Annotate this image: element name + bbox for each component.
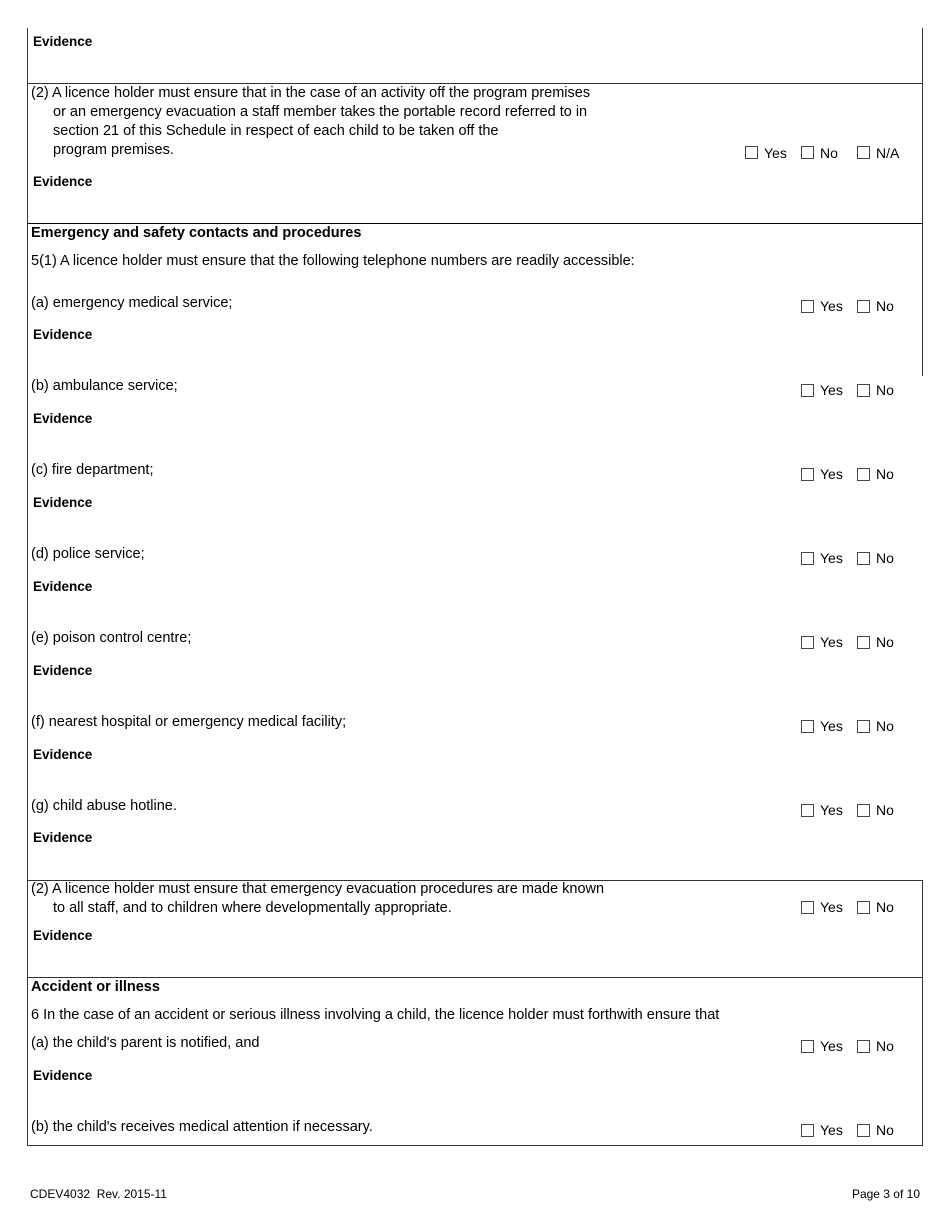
item2-na-label: N/A (876, 145, 900, 161)
item-a-yes-checkbox[interactable] (801, 300, 814, 313)
item2-no-label: No (820, 145, 838, 161)
item2-line-2: or an emergency evacuation a staff member takes the portable record referred to in (53, 104, 588, 120)
item-f-text: (f) nearest hospital or emergency medical facility; (31, 714, 347, 730)
item-c-no-label: No (876, 466, 894, 482)
right-border-top (922, 28, 923, 224)
divider-2 (27, 223, 923, 224)
evidence-label: Evidence (33, 928, 93, 943)
item-g-yes-label: Yes (820, 802, 843, 818)
item-d-yes-label: Yes (820, 550, 843, 566)
right-border-mid (922, 224, 923, 376)
item-e-text: (e) poison control centre; (31, 630, 192, 646)
evac-line-2: to all staff, and to children where developmentally appropriate. (53, 900, 452, 916)
accident-a-yes-label: Yes (820, 1038, 843, 1054)
left-border (27, 28, 28, 1146)
evidence-label: Evidence (33, 34, 93, 49)
item-c-text: (c) fire department; (31, 462, 154, 478)
evidence-label: Evidence (33, 495, 93, 510)
item2-line-4: program premises. (53, 142, 174, 158)
item2-yes-label: Yes (764, 145, 787, 161)
evidence-label: Evidence (33, 327, 93, 342)
evidence-label: Evidence (33, 1068, 93, 1083)
item-e-yes-checkbox[interactable] (801, 636, 814, 649)
item-d-yes-checkbox[interactable] (801, 552, 814, 565)
accident-b-yes-label: Yes (820, 1122, 843, 1138)
item-d-no-checkbox[interactable] (857, 552, 870, 565)
item-b-no-checkbox[interactable] (857, 384, 870, 397)
accident-item-a-text: (a) the child's parent is notified, and (31, 1035, 260, 1051)
item-e-no-label: No (876, 634, 894, 650)
item-e-yes-label: Yes (820, 634, 843, 650)
item-f-yes-label: Yes (820, 718, 843, 734)
accident-b-yes-checkbox[interactable] (801, 1124, 814, 1137)
section-heading-accident: Accident or illness (31, 979, 160, 995)
accident-item-b-text: (b) the child's receives medical attention if necessary. (31, 1119, 373, 1135)
evidence-label: Evidence (33, 174, 93, 189)
item2-line-3: section 21 of this Schedule in respect of each child to be taken off the (53, 123, 499, 139)
item-g-yes-checkbox[interactable] (801, 804, 814, 817)
item-c-no-checkbox[interactable] (857, 468, 870, 481)
evidence-label: Evidence (33, 830, 93, 845)
item-c-yes-label: Yes (820, 466, 843, 482)
evac-no-checkbox[interactable] (857, 901, 870, 914)
right-border-low (922, 880, 923, 1146)
section-heading-emergency: Emergency and safety contacts and procedures (31, 225, 362, 241)
item-a-no-checkbox[interactable] (857, 300, 870, 313)
item-f-no-checkbox[interactable] (857, 720, 870, 733)
item-a-yes-label: Yes (820, 298, 843, 314)
evac-yes-label: Yes (820, 899, 843, 915)
item-b-no-label: No (876, 382, 894, 398)
evac-line-1: (2) A licence holder must ensure that emergency evacuation procedures are made known (31, 881, 605, 897)
item-d-text: (d) police service; (31, 546, 145, 562)
evidence-label: Evidence (33, 579, 93, 594)
item-f-yes-checkbox[interactable] (801, 720, 814, 733)
item-g-text: (g) child abuse hotline. (31, 798, 177, 814)
emergency-intro: 5(1) A licence holder must ensure that the following telephone numbers are readily accessible: (31, 253, 635, 269)
evidence-label: Evidence (33, 411, 93, 426)
evidence-label: Evidence (33, 747, 93, 762)
divider-5 (27, 1145, 923, 1146)
item2-na-checkbox[interactable] (857, 146, 870, 159)
item-f-no-label: No (876, 718, 894, 734)
item-b-text: (b) ambulance service; (31, 378, 178, 394)
form-code: CDEV4032 Rev. 2015-11 (30, 1187, 167, 1201)
item-a-no-label: No (876, 298, 894, 314)
evac-yes-checkbox[interactable] (801, 901, 814, 914)
item-g-no-label: No (876, 802, 894, 818)
page-number: Page 3 of 10 (851, 1187, 920, 1201)
item-g-no-checkbox[interactable] (857, 804, 870, 817)
accident-a-no-label: No (876, 1038, 894, 1054)
item2-yes-checkbox[interactable] (745, 146, 758, 159)
accident-a-no-checkbox[interactable] (857, 1040, 870, 1053)
item-b-yes-checkbox[interactable] (801, 384, 814, 397)
item-c-yes-checkbox[interactable] (801, 468, 814, 481)
item-e-no-checkbox[interactable] (857, 636, 870, 649)
item2-line-1: (2) A licence holder must ensure that in the case of an activity off the program premises (31, 85, 591, 101)
item-d-no-label: No (876, 550, 894, 566)
item-b-yes-label: Yes (820, 382, 843, 398)
item2-no-checkbox[interactable] (801, 146, 814, 159)
accident-a-yes-checkbox[interactable] (801, 1040, 814, 1053)
accident-b-no-checkbox[interactable] (857, 1124, 870, 1137)
item-a-text: (a) emergency medical service; (31, 295, 233, 311)
evac-no-label: No (876, 899, 894, 915)
evidence-label: Evidence (33, 663, 93, 678)
accident-intro: 6 In the case of an accident or serious illness involving a child, the licence holder must forthwith ensure that (31, 1007, 720, 1023)
accident-b-no-label: No (876, 1122, 894, 1138)
divider-4 (27, 977, 923, 978)
